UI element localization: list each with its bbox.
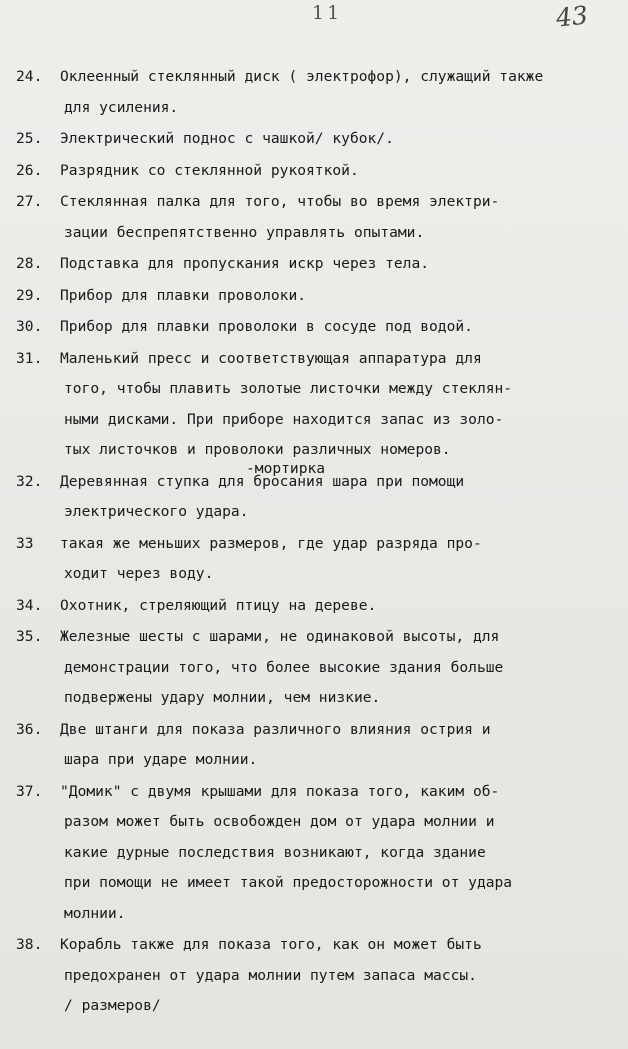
inventory-entry (16, 281, 620, 312)
inventory-entry (16, 156, 620, 187)
entry-continuation-line: молнии. (64, 904, 126, 922)
entry-text: Охотник, стреляющий птицу на дереве. (60, 596, 377, 614)
entry-first-line (16, 62, 620, 93)
entry-text: Оклеенный стеклянный диск ( электрофор), служащий также (60, 68, 544, 85)
folio-number: 11 (312, 2, 343, 24)
inventory-entry (16, 777, 620, 930)
corner-page-mark: 43 (554, 0, 590, 33)
entry-number: 35. (16, 628, 43, 645)
entry-text: Прибор для плавки проволоки в сосуде под водой. (60, 318, 473, 335)
entry-text: Корабль также для показа того, как он может быть (60, 936, 482, 953)
entry-first-line (16, 529, 620, 560)
handwritten-insertion: -мортирка (246, 459, 326, 477)
entry-number: 30. (16, 318, 43, 335)
entry-text: Маленький пресс и соответствующая аппаратура для (60, 349, 482, 367)
entry-first-line (16, 591, 620, 622)
inventory-entry (16, 930, 620, 1022)
entry-first-line (16, 777, 620, 808)
entry-text: Электрический поднос с чашкой/ кубок/. (60, 130, 394, 147)
entry-continuation-line: того, чтобы плавить золотые листочки между стеклян- (64, 380, 513, 397)
entry-continuation-line: предохранен от удара молнии путем запаса массы. (64, 966, 477, 984)
entry-continuation-line: зации беспрепятственно управлять опытами. (64, 223, 425, 241)
inventory-entry (16, 344, 620, 466)
entry-first-line (16, 156, 620, 187)
entry-first-line (16, 187, 620, 218)
inventory-entry (16, 249, 620, 280)
entry-text: Подставка для пропускания искр через тела. (60, 255, 430, 272)
entry-first-line (16, 715, 620, 746)
entry-continuation-line: шара при ударе молнии. (64, 751, 258, 768)
entry-text: "Домик" с двумя крышами для показа того, каким об- (60, 782, 500, 800)
entry-number: 34. (16, 596, 43, 614)
entry-number: 25. (16, 130, 43, 147)
entry-continuation-line: ными дисками. При приборе находится запас из золо- (64, 410, 504, 428)
entry-continuation-line: для усиления. (64, 98, 179, 116)
entry-number: 27. (16, 193, 43, 210)
entry-first-line (16, 930, 620, 961)
entry-text: Стеклянная палка для того, чтобы во время электри- (60, 193, 500, 210)
inventory-entry (16, 622, 620, 714)
entry-continuation-line: ходит через воду. (64, 565, 214, 582)
entry-continuation-line: при помощи не имеет такой предосторожности от удара (64, 874, 513, 891)
entry-text: такая же меньших размеров, где удар разряда про- (60, 534, 482, 552)
entry-number: 29. (16, 286, 43, 304)
entry-number: 24. (16, 68, 43, 85)
entry-text: Разрядник со стеклянной рукояткой. (60, 161, 359, 179)
entry-text: Деревянная ступка для бросания шара при помощи (60, 472, 465, 490)
inventory-entry (16, 715, 620, 776)
entry-number: 36. (16, 720, 43, 738)
inventory-entry (16, 529, 620, 590)
entry-continuation-line: какие дурные последствия возникают, когда здание (64, 843, 486, 861)
inventory-entry (16, 62, 620, 123)
entry-continuation-line: подвержены удару молнии, чем низкие. (64, 689, 381, 706)
entry-continuation-line: / размеров/ (64, 997, 161, 1014)
entry-number: 31. (16, 349, 43, 367)
entry-text: Прибор для плавки проволоки. (60, 286, 307, 304)
entry-continuation-line: разом может быть освобожден дом от удара молнии и (64, 813, 495, 830)
inventory-entry (16, 124, 620, 155)
entry-first-line (16, 124, 620, 155)
entry-first-line (16, 467, 620, 498)
entry-first-line (16, 281, 620, 312)
entry-number: 26. (16, 161, 43, 179)
entry-first-line (16, 312, 620, 343)
entry-continuation-line: электрического удара. (64, 503, 249, 520)
inventory-list (16, 62, 620, 1022)
entry-text: Железные шесты с шарами, не одинаковой высоты, для (60, 628, 500, 645)
entry-number: 38. (16, 936, 43, 953)
entry-number: 37. (16, 782, 43, 800)
inventory-entry (16, 591, 620, 622)
entry-number: 32. (16, 472, 43, 490)
inventory-entry (16, 312, 620, 343)
entry-first-line (16, 622, 620, 653)
entry-continuation-line: демонстрации того, что более высокие здания больше (64, 658, 504, 676)
inventory-entry (16, 459, 620, 528)
entry-number: 33 (16, 534, 34, 552)
entry-first-line (16, 344, 620, 375)
entry-text: Две штанги для показа различного влияния острия и (60, 720, 491, 738)
entry-first-line (16, 249, 620, 280)
inventory-entry (16, 187, 620, 248)
entry-continuation-line: тых листочков и проволоки различных номеров. (64, 441, 451, 458)
entry-number: 28. (16, 255, 43, 272)
